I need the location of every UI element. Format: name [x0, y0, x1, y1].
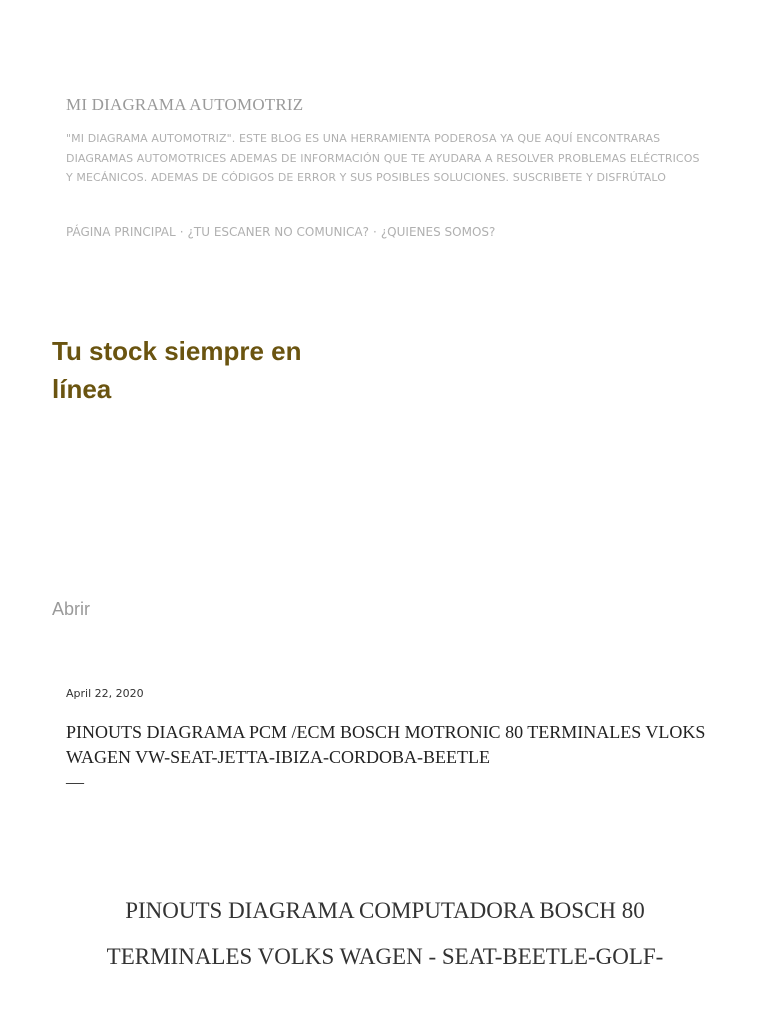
top-navigation [66, 225, 495, 239]
nav-link-about[interactable]: ¿QUIENES SOMOS? [380, 225, 496, 239]
ad-headline[interactable]: Tu stock siempre en línea [52, 336, 302, 404]
nav-link-scanner[interactable]: ¿TU ESCANER NO COMUNICA? [187, 225, 369, 239]
post-title[interactable]: PINOUTS DIAGRAMA PCM /ECM BOSCH MOTRONIC 80 TERMINALES VLOKS WAGEN VW-SEAT-JETTA-IBIZA-CORDOBA-BEETLE [66, 722, 706, 767]
nav-link-home[interactable]: PÁGINA PRINCIPAL [66, 225, 176, 239]
nav-separator: · [372, 225, 377, 239]
post-body-heading: PINOUTS DIAGRAMA COMPUTADORA BOSCH 80 TERMINALES VOLKS WAGEN - SEAT-BEETLE-GOLF- [106, 898, 664, 969]
post-title-divider: — [66, 772, 84, 792]
site-title[interactable]: MI DIAGRAMA AUTOMOTRIZ [66, 95, 304, 114]
ad-open-button[interactable]: Abrir [52, 599, 91, 619]
nav-separator: · [179, 225, 184, 239]
post-date: April 22, 2020 [66, 687, 144, 700]
site-description: "MI DIAGRAMA AUTOMOTRIZ". ESTE BLOG ES UNA HERRAMIENTA PODEROSA YA QUE AQUÍ ENCONTRARAS DIAGRAMAS AUTOMOTRICES ADEMAS DE INFORMACIÓN QUE TE AYUDARA A RESOLVER PROBLEMAS ELÉCTRICOS Y MECÁNICOS. ADEMAS DE CÓDIGOS DE ERROR Y SUS POSIBLES SOLUCIONES. SUSCRIBETE Y DISFRÚTALO [66, 132, 700, 185]
